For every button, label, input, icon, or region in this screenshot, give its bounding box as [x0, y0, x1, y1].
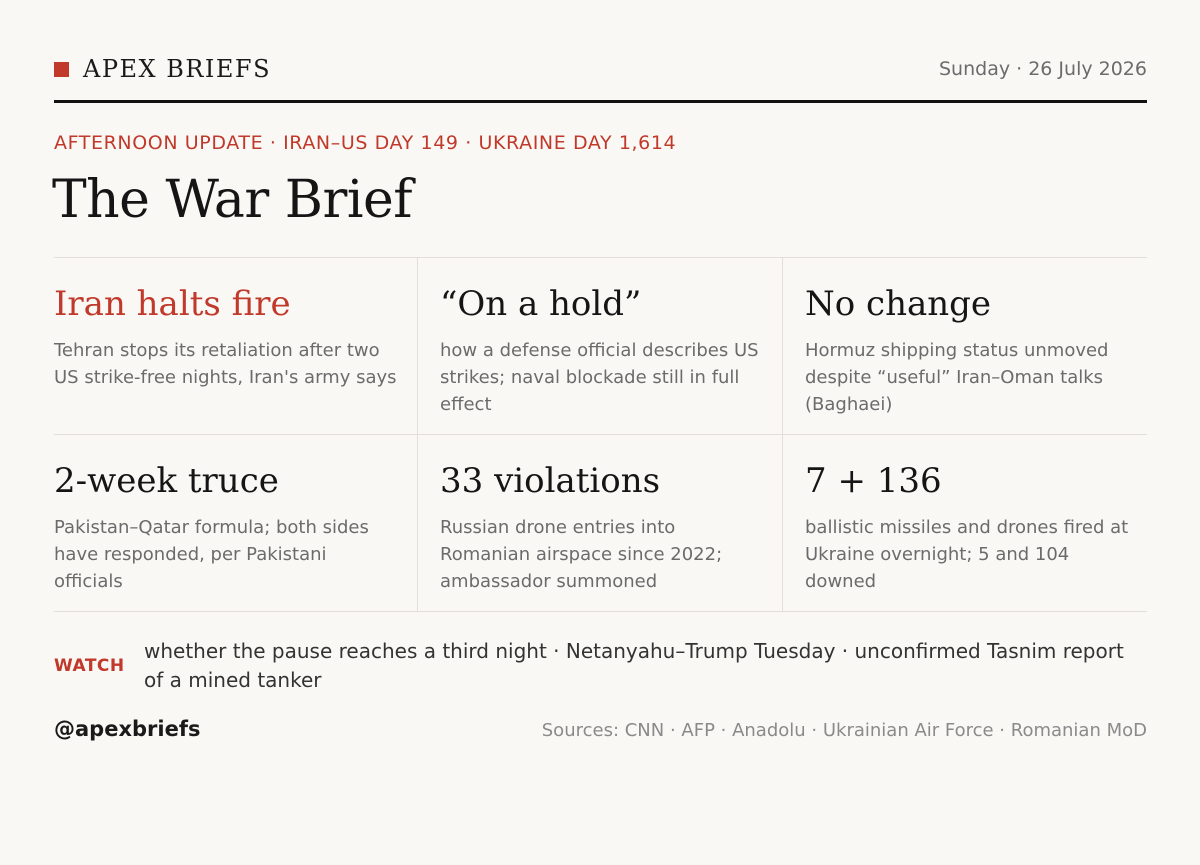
- date: Sunday · 26 July 2026: [939, 58, 1147, 80]
- stat-description: ballistic missiles and drones fired at Ukraine overnight; 5 and 104 downed: [805, 517, 1129, 592]
- sources: Sources: CNN · AFP · Anadolu · Ukrainian Air Force · Romanian MoD: [541, 720, 1147, 741]
- masthead-rule: [54, 100, 1147, 103]
- stat-grid: [54, 257, 1147, 612]
- watch-text: whether the pause reaches a third night · Netanyahu–Trump Tuesday · unconfirmed Tasnim report of a mined tanker: [144, 639, 1124, 692]
- stat-description: Russian drone entries into Romanian airspace since 2022; ambassador summoned: [440, 517, 723, 592]
- stat-headline: Iran halts fire: [54, 284, 291, 324]
- stat-description: Tehran stops its retaliation after two US strike-free nights, Iran's army says: [54, 340, 397, 388]
- stat-headline: 7 + 136: [805, 461, 942, 501]
- social-handle: @apexbriefs: [54, 717, 201, 741]
- watch-section: [54, 637, 1147, 695]
- page-title: The War Brief: [52, 170, 413, 230]
- stat-headline: “On a hold”: [440, 284, 642, 324]
- stat-description: Pakistan–Qatar formula; both sides have responded, per Pakistani officials: [54, 517, 369, 592]
- kicker: AFTERNOON UPDATE · IRAN–US DAY 149 · UKRAINE DAY 1,614: [54, 132, 677, 154]
- brand-name: APEX BRIEFS: [83, 55, 272, 83]
- stat-headline: 2-week truce: [54, 461, 279, 501]
- stat-description: Hormuz shipping status unmoved despite “useful” Iran–Oman talks (Baghaei): [805, 340, 1109, 415]
- stat-card: [54, 435, 417, 611]
- stat-headline: No change: [805, 284, 992, 324]
- stat-description: how a defense official describes US strikes; naval blockade still in full effect: [440, 340, 759, 415]
- watch-label: WATCH: [54, 656, 125, 676]
- masthead: [54, 52, 1147, 86]
- stat-card: [417, 258, 782, 434]
- stat-row: [54, 435, 1147, 612]
- brand-square-icon: [54, 62, 69, 77]
- stat-card: [782, 435, 1147, 611]
- brand: [54, 55, 271, 83]
- footer: [54, 717, 1147, 741]
- stat-headline: 33 violations: [440, 461, 661, 501]
- stat-row: [54, 258, 1147, 435]
- stat-card: [417, 435, 782, 611]
- stat-card: [54, 258, 417, 434]
- stat-card: [782, 258, 1147, 434]
